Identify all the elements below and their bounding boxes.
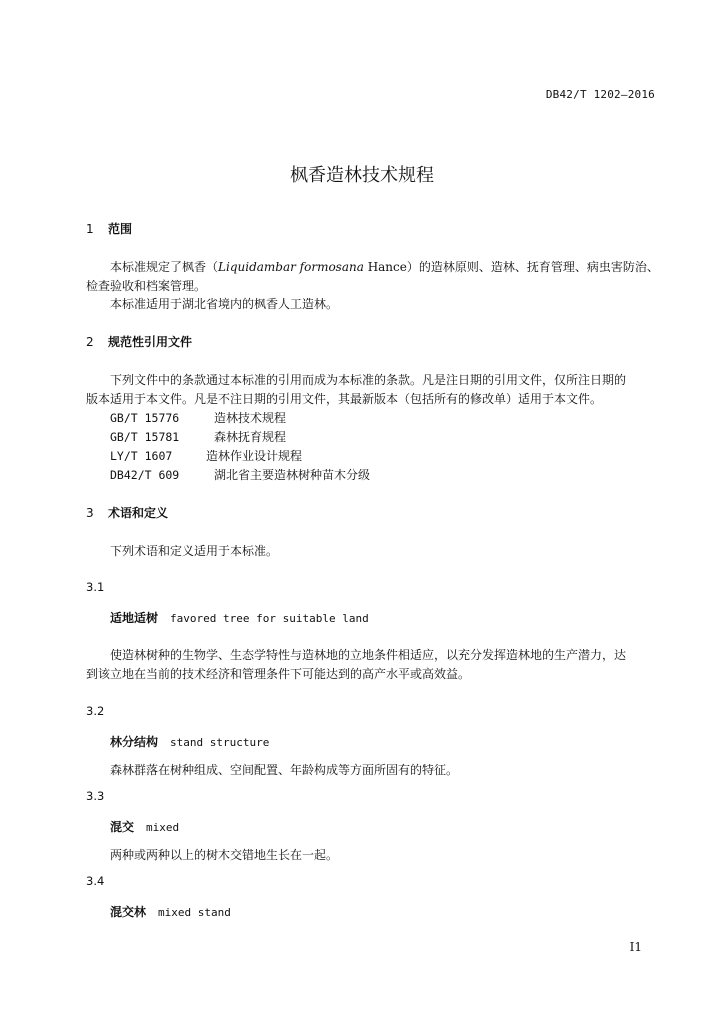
reference-item [110,447,302,464]
section-3-heading [86,504,168,521]
term-number: 3.1 [86,580,105,594]
term-english: favored tree for suitable land [170,612,369,625]
reference-name: 森林抚育规程 [214,430,287,444]
terms-intro: 下列术语和定义适用于本标准。 [110,544,279,558]
term-english: stand structure [170,736,270,749]
term-chinese: 混交 [110,820,135,834]
references-paragraph-line-1: 下列文件中的条款通过本标准的引用而成为本标准的条款。凡是注日期的引用文件，仅所注日期的 [110,373,627,387]
document-code: DB42/T 1202—2016 [545,88,655,101]
page-number: I1 [629,940,642,954]
reference-item [110,428,286,445]
reference-item [110,409,286,426]
section-title: 规范性引用文件 [108,335,193,349]
section-title: 术语和定义 [108,506,169,520]
section-number: 3 [86,506,94,520]
term-english: mixed stand [158,906,231,919]
term-heading [110,733,269,750]
term-number: 3.2 [86,704,105,718]
section-1-heading [86,220,132,237]
term-number: 3.4 [86,874,105,888]
term-definition-line-2: 到该立地在当前的技术经济和管理条件下可能达到的高产水平或高效益。 [86,667,471,681]
reference-name: 造林技术规程 [214,411,287,425]
term-definition: 森林群落在树种组成、空间配置、年龄构成等方面所固有的特征。 [110,763,459,777]
reference-name: 湖北省主要造林树种苗木分级 [214,468,371,482]
section-number: 1 [86,222,94,236]
page-title: 枫香造林技术规程 [290,165,434,186]
term-chinese: 混交林 [110,905,147,919]
term-chinese: 适地适树 [110,611,159,625]
reference-name: 造林作业设计规程 [206,449,303,463]
term-heading [110,818,179,835]
scope-text: 本标准规定了枫香（ [110,260,219,274]
term-heading [110,609,369,626]
section-title: 范围 [108,222,133,236]
reference-code: LY/T 1607 [110,449,173,463]
term-definition-line-1: 使造林树种的生物学、生态学特性与造林地的立地条件相适应，以充分发挥造林地的生产潜力，达 [110,648,627,662]
reference-code: GB/T 15776 [110,411,180,425]
scope-paragraph-line-1 [110,258,659,277]
references-paragraph-line-2: 版本适用于本文件。凡是不注日期的引用文件，其最新版本（包括所有的修改单）适用于本文件。 [86,392,603,406]
term-english: mixed [146,821,180,834]
term-chinese: 林分结构 [110,735,159,749]
scope-paragraph-2: 本标准适用于湖北省境内的枫香人工造林。 [110,297,339,311]
reference-item [110,466,370,483]
reference-code: DB42/T 609 [110,468,180,482]
term-heading [110,903,231,920]
scope-paragraph-line-2: 检查验收和档案管理。 [86,279,207,293]
section-number: 2 [86,335,94,349]
section-2-heading [86,333,192,350]
scope-text: Hance）的造林原则、造林、抚育管理、病虫害防治、 [363,260,659,274]
term-number: 3.3 [86,789,105,803]
scope-latin-name: Liquidambar formosana [218,260,364,274]
reference-code: GB/T 15781 [110,430,180,444]
term-definition: 两种或两种以上的树木交错地生长在一起。 [110,848,339,862]
